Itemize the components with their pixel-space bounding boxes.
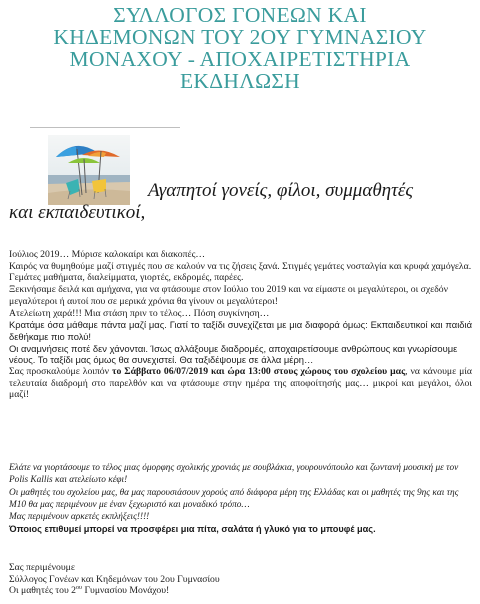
invitation-text: Σας προσκαλούμε λοιπόν [9, 366, 112, 378]
signature-students-text: Γυμνασίου Μονάχου! [82, 585, 170, 597]
paragraph: Ελάτε να γιορτάσουμε το τέλος μιας όμορφης σχολικής χρονιάς με σουβλάκια, γουρουνόπουλο και ζωντανή μουσική με τον Polis Kallis και ατελείωτο κέφι! [9, 463, 459, 486]
paragraph: Ξεκινήσαμε δειλά και αμήχανα, για να φτάσουμε στον Ιούλιο του 2019 και να είμαστε οι μεγαλύτεροι, οι σχεδόν μεγαλύτεροι ή αυτοί που σε μερικά χρόνια θα γίνουν οι μεγαλύτεροι! [9, 284, 449, 307]
signature-association: Σύλλογος Γονέων και Κηδεμόνων του 2ου Γυμνασίου [9, 573, 220, 585]
title-line-4: ΕΚΔΗΛΩΣΗ [179, 69, 301, 93]
paragraph: Ιούλιος 2019… Μύρισε καλοκαίρι και διακοπές… [9, 249, 206, 260]
page-title [0, 4, 480, 92]
event-date-time: το Σάββατο 06/07/2019 και ώρα 13:00 στους χώρους του σχολείου μας [112, 366, 406, 378]
signature-students [9, 585, 472, 597]
invitation-text: , να κάνουμε μία τελευταία διαδρομή στο παρελθόν και να φτάσουμε στην ημέρα της αποφοίτησής μας… μικροί και μεγάλοι, όλοι μαζί! [9, 366, 472, 401]
signature-students-text: Οι μαθητές του 2 [9, 585, 77, 597]
signature [9, 562, 472, 597]
paragraph: Κρατάμε όσα μάθαμε πάντα μαζί μας. Γιατί το ταξίδι συνεχίζεται με μια διαφορά όμως: Εκπαιδευτικοί και παιδιά δεθήκαμε πιο πολύ! [9, 319, 472, 342]
divider [30, 127, 180, 128]
letter-body [9, 249, 472, 401]
greeting-line-1: Αγαπητοί γονείς, φίλοι, συμμαθητές [148, 180, 414, 201]
ordinal-suffix: ου [76, 585, 83, 592]
paragraph: Μας περιμένουν αρκετές εκπλήξεις!!!! [9, 512, 150, 523]
title-line-2: ΚΗΔΕΜΟΝΩΝ ΤΟΥ 2ΟΥ ΓΥΜΝΑΣΙΟΥ [53, 25, 427, 49]
invitation-paragraph [9, 366, 472, 401]
title-line-1: ΣΥΛΛΟΓΟΣ ΓΟΝΕΩΝ ΚΑΙ [113, 3, 367, 27]
paragraph: Καιρός να θυμηθούμε μαζί στιγμές που σε καλούν να τις ζήσεις ξανά. Στιγμές γεμάτες νοσταλγία και κρυφά χαμόγελα. Γεμάτες μαθήματα, διαλείμματα, γιορτές, εκδρομές, παρέες. [9, 260, 472, 284]
beach-umbrellas-image [48, 135, 130, 205]
event-details [9, 462, 472, 536]
title-line-3: ΜΟΝΑΧΟΥ - ΑΠΟΧΑΙΡΕΤΙΣΤΗΡΙΑ [69, 47, 411, 71]
closing-line: Σας περιμένουμε [9, 562, 75, 573]
paragraph: Οι μαθητές του σχολείου μας, θα μας παρουσιάσουν χορούς από διάφορα μέρη της Ελλάδας και οι μαθητές της 9ης και της Μ10 θα μας περιμένουν με έναν ξεχωριστό και μοναδικό τρόπο… [9, 487, 459, 510]
greeting-line-2: και εκπαιδευτικοί, [9, 202, 146, 223]
paragraph: Ατελείωτη χαρά!!! Μια στάση πριν το τέλος… Πόση συγκίνηση… [9, 307, 270, 319]
paragraph: Οι αναμνήσεις ποτέ δεν χάνονται. Ίσως αλλάξουμε διαδρομές, αποχαιρετίσουμε ανθρώπους και γνωρίσουμε νέους. Το ταξίδι μας όμως θα συνεχιστεί. Θα ταξιδέψουμε σε άλλα μέρη… [9, 342, 458, 366]
buffet-note: Όποιος επιθυμεί μπορεί να προσφέρει μια πίτα, σαλάτα ή γλυκό για το μπουφέ μας. [9, 524, 376, 535]
